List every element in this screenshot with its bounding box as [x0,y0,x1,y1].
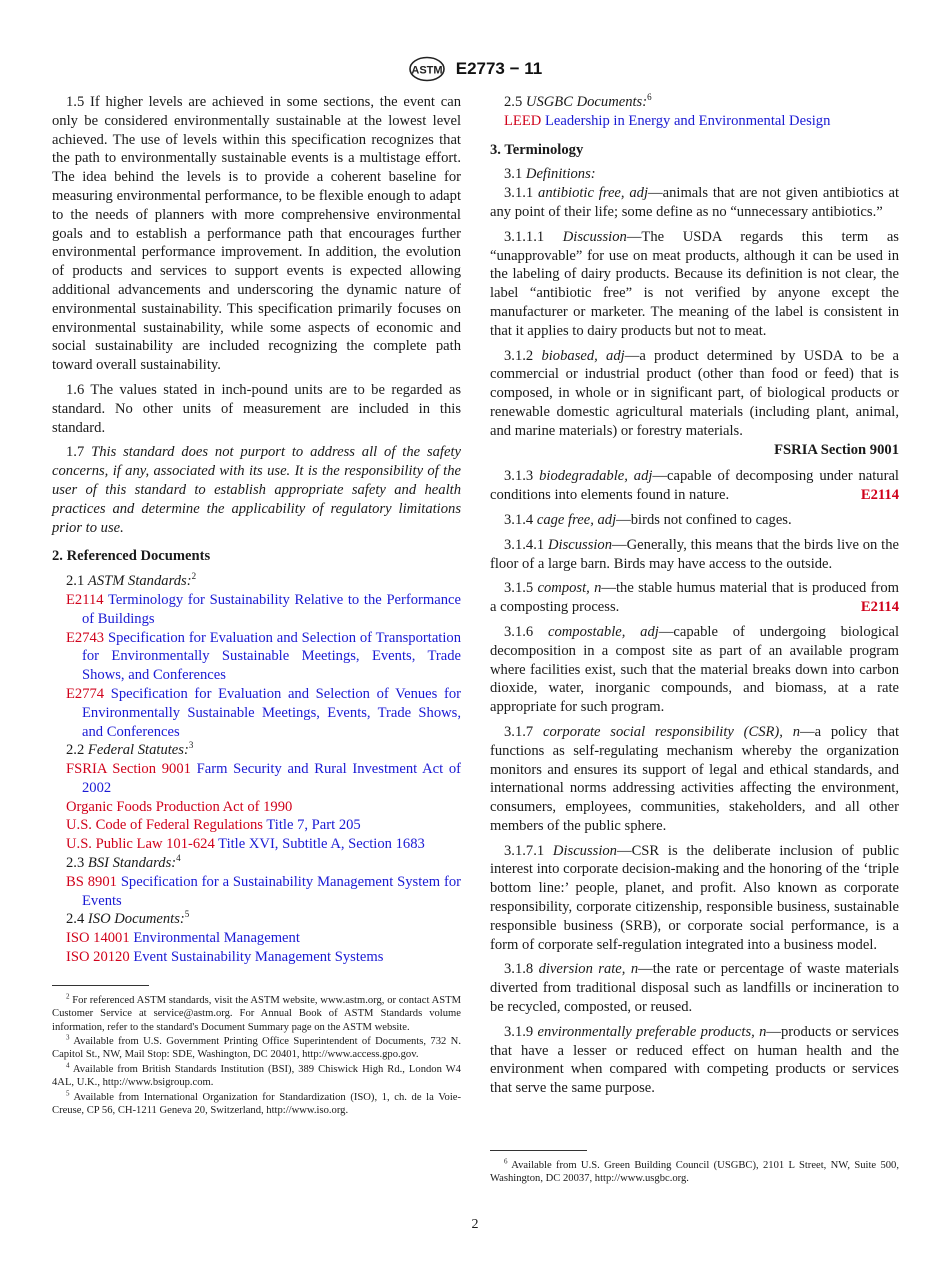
ref-code-link[interactable]: U.S. Public Law 101-624 [66,836,215,853]
para-1-6: 1.6 The values stated in inch-pound units are to be regarded as standard. No other units of measurement are included in this standard. [52,381,461,436]
source-link-e2114[interactable]: E2114 [860,599,899,616]
section-2-heading: 2. Referenced Documents [52,548,211,565]
definition-3-1-2: 3.1.2 biobased, adj—a product determined by USDA to be a commercial or industrial product (other than food or feed) that is composed, in whole or in significant part, of biological products or renewable domestic agricultural materials (including plant, animal, and marine materials) or forestry materials. [490,347,899,439]
ref-code-link[interactable]: U.S. Code of Federal Regulations [66,817,263,834]
ref-iso20120 [52,948,461,967]
definition-3-1-1-1: 3.1.1.1 Discussion—The USDA regards this term as “unapprovable” for use on meat products, although it can be used in the labeling of dairy products. Because its definition is not clear, the label “antibiotic free” is not verified by anyone except the manufacturer or marketer. The meaning of the label is consistent in that it applies to dairy products but not to meat. [490,228,899,339]
ref-code-link[interactable]: Organic Foods Production Act of 1990 [66,798,293,815]
ref-title-link[interactable]: Leadership in Energy and Environmental Design [544,112,831,129]
ref-fsria [52,760,461,798]
subsection-2-2: 2.2 Federal Statutes:$^3$ [66,740,194,759]
ref-title-link[interactable]: Environmental Management [133,930,300,947]
ref-code-link[interactable]: ISO 20120 [66,949,130,966]
ref-public-law [52,835,461,854]
ref-code-link[interactable]: BS 8901 [66,873,117,890]
svg-text:ASTM: ASTM [411,64,443,77]
footnote-divider [490,1150,587,1151]
para-1-5: 1.5 If higher levels are achieved in some sections, the event can only be considered environmentally sustainable at the lowest level achieved. The use of levels within this specification recognizes that the path to environmentally sustainable events is a multistage effort. The idea behind the levels is to provide a coherent baseline for measuring environmental performance, to be flexible enough to adapt to the needs of planners with more comprehensive environmental goals and to establish a performance path that encourages further environmental performance improvement. In addition, the evolution of products and services to support events is expected allowing additional advancements and underscoring the dynamic nature of environmental sustainability. This specification primarily focuses on environmental sustainability, while some aspects of economic and social sustainability are included recognizing the complete path toward overall sustainability. [52,94,461,374]
para-1-7: 1.7 This standard does not purport to address all of the safety concerns, if any, associated with its use. It is the responsibility of the user of this standard to establish appropriate safety and health practices and determine the applicability of regulatory limitations prior to use. [52,444,461,536]
ref-code-link[interactable]: E2114 [66,591,104,608]
subsection-2-4: 2.4 ISO Documents:$^5$ [66,909,190,928]
astm-logo-icon [408,56,446,82]
ref-cfr [52,816,461,835]
definition-3-1-4: 3.1.4 cage free, adj—birds not confined to cages. [504,511,792,528]
right-column [490,93,899,1104]
ref-title-link[interactable]: Event Sustainability Management Systems [133,949,384,966]
ref-e2114 [52,591,461,629]
ref-title-link[interactable]: Farm Security and Rural Investment Act of 2002 [82,761,461,796]
section-3-heading: 3. Terminology [490,141,584,158]
definition-3-1-5: 3.1.5 compost, n—the stable humus material that is produced from a composting process. E2114 [490,580,899,616]
definition-3-1-6: 3.1.6 compostable, adj—capable of undergoing biological decomposition in a compost site as part of an available program where facilities exist, such that the material breaks down into carbon dioxide, water, inorganic compounds, and biomass, at a rate appropriate for such program. [490,623,899,716]
definition-3-1-8: 3.1.8 diversion rate, n—the rate or percentage of waste materials diverted from traditional disposal such as landfills or incineration to be recycled, composted, or reused. [490,961,899,1016]
right-footnotes [490,1150,899,1187]
ref-title-link[interactable]: Title XVI, Subtitle A, Section 1683 [218,836,425,853]
ref-title-link[interactable]: Specification for Evaluation and Selection of Transportation for Environmentally Sustainable Meetings, Events, Trade Shows, and Conferences [82,629,461,684]
left-column [52,93,461,1119]
ref-e2774 [52,685,461,741]
ref-organic-foods [52,798,461,817]
ref-title-link[interactable]: Specification for a Sustainability Management System for Events [82,873,462,909]
footnote-3: $^3$ Available from U.S. Government Printing Office Superintendent of Documents, 732 N. Capitol St., NW, Mail Stop: SDE, Washington, DC 20401, http://www.access.gpo.gov. [52,1033,461,1061]
page-number: 2 [471,1217,479,1232]
page-header [0,56,950,82]
footnote-2: $^2$ For referenced ASTM standards, visit the ASTM website, www.astm.org, or contact ASTM Customer Service at service@astm.org. For Annual Book of ASTM Standards volume information, refer to the standard's Document Summary page on the ASTM website. [52,992,461,1033]
definition-3-1-4-1: 3.1.4.1 Discussion—Generally, this means that the birds live on the floor of a large barn. Birds may have access to the outside. [490,536,899,572]
document-id: E2773 − 11 [455,59,543,78]
ref-code-link[interactable]: E2743 [66,629,105,646]
source-fsria: FSRIA Section 9001 [774,441,899,458]
definition-3-1-9: 3.1.9 environmentally preferable products, n—products or services that have a lesser or reduced effect on human health and the environment when compared with competing products or services that serve the same purpose. [490,1023,899,1097]
subsection-2-1: 2.1 ASTM Standards:$^2$ [66,571,197,590]
subsection-3-1: 3.1 Definitions: [504,166,596,183]
ref-code-link[interactable]: E2774 [66,685,105,702]
definition-3-1-7: 3.1.7 corporate social responsibility (CSR), n—a policy that functions as self-regulating mechanism whereby the organization monitors and ensures its support of legal and ethical standards, and international norms addressing activities affecting the environment, consumers, employees, communities, stakeholders, and all other members of the public sphere. [490,723,899,834]
subsection-2-5: 2.5 USGBC Documents:$^6$ [504,92,652,110]
footnote-5: $^5$ Available from International Organization for Standardization (ISO), 1, ch. de la Voie-Creuse, CP 56, CH-1211 Geneva 20, Switzerland, http://www.iso.org. [52,1089,461,1117]
footnote-4: $^4$ Available from British Standards Institution (BSI), 389 Chiswick High Rd., London W4 4AL, U.K., http://www.bsigroup.com. [52,1061,461,1089]
source-link-e2114[interactable]: E2114 [860,487,899,504]
footnote-6: $^6$ Available from U.S. Green Building Council (USGBC), 2101 L Street, NW, Suite 500, Washington, DC 20037, http://www.usgbc.org. [490,1157,899,1185]
definition-3-1-7-1: 3.1.7.1 Discussion—CSR is the deliberate inclusion of public interest into corporate decision-making and the honoring of the ‘triple bottom line:’ people, planet, and profit. Also known as corporate responsibility, corporate citizenship, responsible business, sustainable responsible business (SRB), or corporate social performance, is a form of corporate self-regulation integrated into a business model. [490,842,899,953]
footnote-divider [52,985,149,986]
ref-code-link[interactable]: ISO 14001 [66,930,130,947]
definition-3-1-1: 3.1.1 antibiotic free, adj—animals that are not given antibiotics at any point of their life; some define as no “unnecessary antibiotics.” [490,185,899,220]
ref-iso14001 [52,929,461,948]
ref-bs8901 [52,873,461,911]
ref-code-link[interactable]: FSRIA Section 9001 [66,761,191,778]
ref-title-link[interactable]: Terminology for Sustainability Relative to the Performance of Buildings [82,591,461,627]
ref-code-link[interactable]: LEED [504,112,542,129]
definition-3-1-3: 3.1.3 biodegradable, adj—capable of decomposing under natural conditions into elements found in nature. E2114 [490,468,899,504]
subsection-2-3: 2.3 BSI Standards:$^4$ [66,853,181,872]
ref-title-link[interactable]: Title 7, Part 205 [266,817,361,834]
ref-title-link[interactable]: Specification for Evaluation and Selection of Venues for Environmentally Sustainable Meetings, Events, Trade Shows, and Conferences [82,685,461,740]
ref-leed [490,112,899,131]
ref-e2743 [52,629,461,685]
